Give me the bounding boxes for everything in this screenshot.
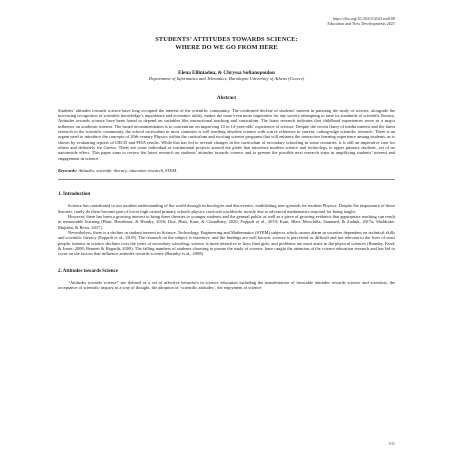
section-attitudes: [58, 269, 395, 291]
section-heading: 2. Attitudes towards Science: [58, 268, 118, 274]
abstract-text: Students’ attitudes towards science have long occupied the interest of the scientific community. The confirmed decline of students’ interest in pursuing the study of science, alongside the increasing recognition of scientific knowledge’s importance and economic utility, makes the issue even more imperative for any society attempting to raise its standards of scientific literacy. Attitudes towards science have been found to depend on variables like instructional teaching and curriculum. The latest research indicates that childhood experiences serve as a major influence on academic interest. The broad recommendation is to concentrate on improving 10 to 14-year-olds’ experience of science. Despite the recent flurry of media interest and the latest research in the scientific community, the school curriculum in most countries is still teaching obsolete science with scarce reference to current, cutting-edge scientific research. There is an urgent need to introduce the concepts of 20th-century Physics within the curriculum and exciting science programs that will enhance the interactive learning experience among students, as is shown by evaluating reports of OECD and PISA results. While this has led to several changes in the curriculum of secondary schooling in some countries, it is still an imperative case for others and definitely for Greece. There are some individual or institutional projects around the globe that introduce modern science and technology to upper primary students, yet of no nationwide effect. This paper aims to review the latest research on students’ attitudes towards science and to present the possible next research steps in amplifying students’ interest and engagement in science.: [58, 107, 395, 161]
running-header: [58, 16, 395, 26]
keywords: [58, 168, 395, 173]
paper-title: [58, 36, 395, 51]
keywords-text: Attitudes, scientific literacy, education research, STEM.: [78, 168, 178, 174]
paragraph: Science has contributed to our modern understanding of the world through technologies and discoveries, establishing new grounds for modern Physics. Despite the importance of these theories, rarely do these become part of lower high or/and primary schools physics curricula worldwide, mostly due to advanced mathematics required for being taught.: [58, 203, 395, 214]
journal-name: Education and New Developments 2021: [327, 21, 395, 27]
section-divider: [58, 179, 395, 180]
section-heading: 1. Introduction: [58, 192, 91, 198]
doi-link[interactable]: https://doi.org/10.36315/2021end108: [332, 16, 395, 21]
paragraph: Nevertheless, there is a decline in student interest in Science, Technology, Engineering and Mathematics (STEM) subjects which causes alarm in societies dependent on technical skills and scientific literacy (Foppoli et al., 2019). The research on the subject is extensive, and the findings are well known: science is perceived as difficult and not relevant to the lives of most people, interest in science declines over the years of secondary schooling, science is more attractive to boys than girls, and problems are most acute in the physical sciences (Barmby, Kind, & Jones, 2008; Bennett & Hogarth, 2009). The falling numbers of students choosing to pursue the study of science, have caught the attention of the science education research and has led to focus on the factors that influence attitudes towards science (Barmby et al., 2008).: [58, 230, 395, 257]
paper-title-line-2: WHERE DO WE GO FROM HERE: [175, 44, 278, 51]
author-list: Elena Elliniadou, & Chryssa Sofianopoulou: [178, 69, 275, 76]
paragraph: “Attitudes towards science” are defined as a set of affective behaviors in science education including the manifestation of favorable attitudes towards science and scientists, the acceptance of scientific inquiry as a way of thought, the adoption of ‘scientific attitudes’, the enjoyment of science: [58, 279, 395, 291]
paper-title-line-1: STUDENTS’ ATTITUDES TOWARDS SCIENCE:: [155, 36, 298, 44]
author-affiliation: Department of Informatics and Telematics, Harokopio University of Athens (Greece): [148, 75, 305, 81]
abstract-heading: Abstract: [216, 95, 237, 102]
page-number: 511: [388, 441, 395, 446]
keywords-label: Keywords:: [58, 168, 78, 174]
paragraph: However, there has been a growing interest to bring these theories to younger students and the general public as well as a piece of growing evidence that appropriate teaching can result in measurable learning (Blair, Henriksen, & Hendry, 2016; Dua, Blair, Kaur, & Choudhary, 2020; Foppoli et al., 2019; Kaur, Blair, Moschilla, Stannard, & Zadnik, 2017a; Sheldrake, Mujtaba, & Reiss, 2017).: [58, 214, 395, 230]
section-introduction: [58, 192, 395, 256]
